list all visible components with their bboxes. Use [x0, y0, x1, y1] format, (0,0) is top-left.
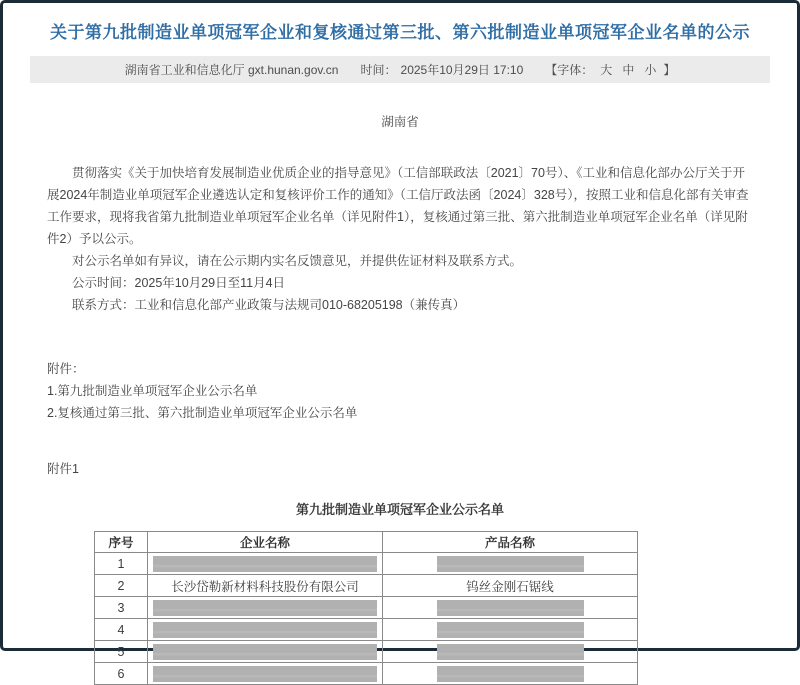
- table-header-cell: 企业名称: [148, 532, 383, 553]
- redaction-box: [437, 600, 584, 616]
- annex1-table-body: [95, 553, 638, 685]
- product-name-cell: [383, 641, 638, 663]
- table-header-cell: 序号: [95, 532, 148, 553]
- attachments-label: 附件：: [47, 362, 85, 376]
- table-row: [95, 575, 638, 597]
- time-label: 时间：: [360, 63, 397, 77]
- product-name-cell: [383, 619, 638, 641]
- redaction-box: [153, 556, 377, 572]
- product-name-cell: [383, 597, 638, 619]
- paragraph-publicity-period: 公示时间：2025年10月29日至11月4日: [72, 276, 286, 290]
- row-number-cell: 1: [95, 553, 148, 575]
- table-row: [95, 663, 638, 685]
- row-number-cell: 5: [95, 641, 148, 663]
- publish-time: 2025年10月29日 17:10: [400, 63, 524, 77]
- company-name-cell: [148, 619, 383, 641]
- paragraph-contact: 联系方式：工业和信息化部产业政策与法规司010-68205198（兼传真）: [72, 298, 466, 312]
- annex1-table: [94, 531, 638, 685]
- attachment-item-1: 1.第九批制造业单项冠军企业公示名单: [47, 384, 258, 398]
- table-header-cell: 产品名称: [383, 532, 638, 553]
- redaction-box: [153, 666, 377, 682]
- redaction-box: [153, 622, 377, 638]
- table-header-row: [95, 532, 638, 553]
- product-name-cell: [383, 663, 638, 685]
- source-site: 湖南省工业和信息化厅 gxt.hunan.gov.cn: [124, 63, 339, 77]
- table-row: [95, 553, 638, 575]
- company-name-cell: [148, 597, 383, 619]
- region-name: 湖南省: [381, 115, 419, 129]
- row-number-cell: 3: [95, 597, 148, 619]
- redaction-box: [437, 556, 584, 572]
- table-row: [95, 597, 638, 619]
- redaction-box: [153, 600, 377, 616]
- font-size-label-close: 】: [663, 63, 676, 77]
- redaction-box: [437, 622, 584, 638]
- company-name-cell: [148, 663, 383, 685]
- table-row: [95, 619, 638, 641]
- paragraph-objection: 对公示名单如有异议，请在公示期内实名反馈意见，并提供佐证材料及联系方式。: [72, 254, 523, 268]
- row-number-cell: 4: [95, 619, 148, 641]
- annex1-table-title: 第九批制造业单项冠军企业公示名单: [295, 502, 504, 517]
- font-size-medium-button[interactable]: 中: [622, 63, 635, 77]
- table-row: [95, 641, 638, 663]
- row-number-cell: 2: [95, 575, 148, 597]
- page-title: 关于第九批制造业单项冠军企业和复核通过第三批、第六批制造业单项冠军企业名单的公示: [50, 23, 750, 42]
- product-name-cell: 钨丝金刚石锯线: [383, 575, 638, 597]
- row-number-cell: 6: [95, 663, 148, 685]
- company-name-cell: [148, 553, 383, 575]
- font-size-small-button[interactable]: 小: [644, 63, 657, 77]
- product-name-cell: [383, 553, 638, 575]
- redaction-box: [437, 644, 584, 660]
- redaction-box: [153, 644, 377, 660]
- meta-bar: [30, 56, 770, 83]
- annex1-label: 附件1: [47, 462, 79, 476]
- article-body: [3, 111, 797, 521]
- company-name-cell: [148, 641, 383, 663]
- company-name-cell: 长沙岱勒新材料科技股份有限公司: [148, 575, 383, 597]
- font-size-label: 【字体：: [545, 63, 594, 77]
- attachment-item-2: 2.复核通过第三批、第六批制造业单项冠军企业公示名单: [47, 406, 358, 420]
- paragraph-main: 贯彻落实《关于加快培育发展制造业优质企业的指导意见》（工信部联政法〔2021〕70号）、《工业和信息化部办公厅关于开展2024年制造业单项冠军企业遴选认定和复核评价工作的通知》（工信厅政法函〔2024〕328号），按照工业和信息化部有关审查工作要求，现将我省第九批制造业单项冠军企业名单（详见附件1），复核通过第三批、第六批制造业单项冠军企业名单（详见附件2）予以公示。: [47, 166, 749, 246]
- font-size-large-button[interactable]: 大: [600, 63, 613, 77]
- redaction-box: [437, 666, 584, 682]
